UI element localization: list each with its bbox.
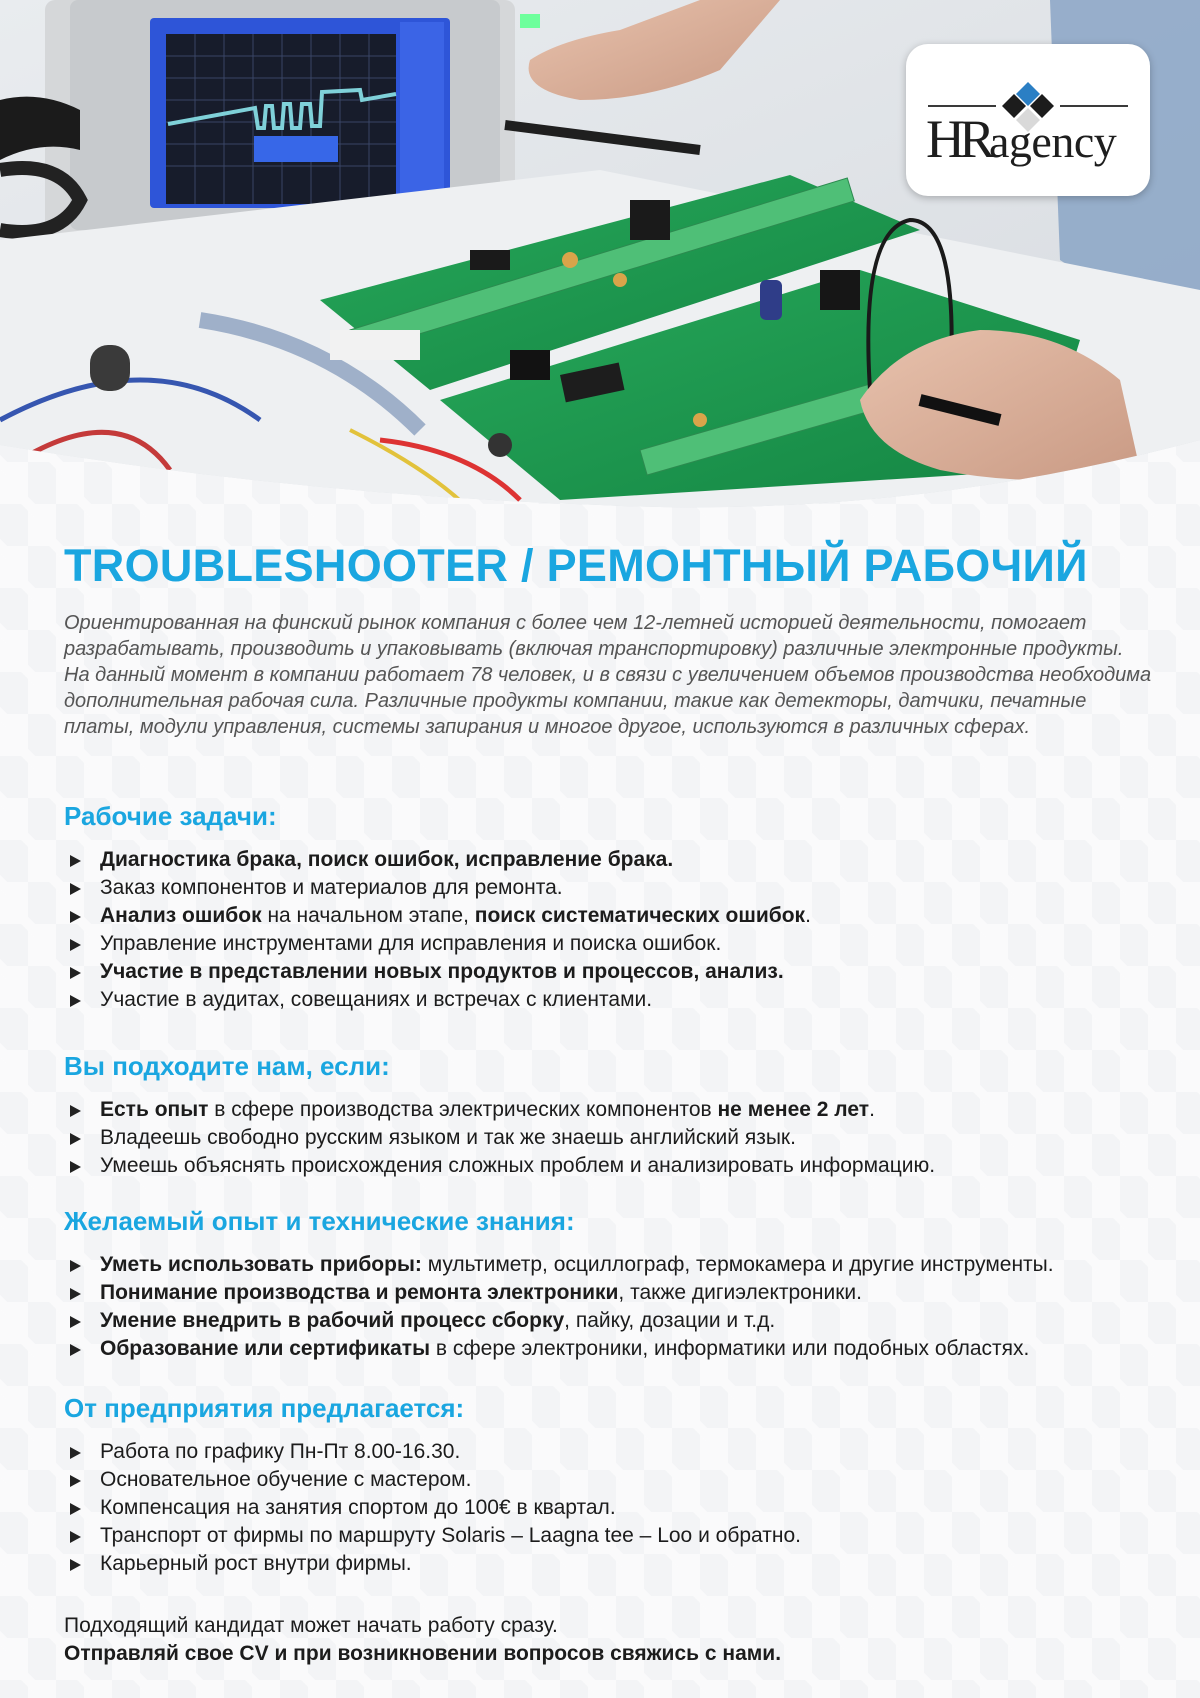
section-requirements	[64, 1050, 935, 1180]
list-item: Управление инструментами для исправления и поиска ошибок.	[64, 930, 811, 958]
list-item: Умение внедрить в рабочий процесс сборку, пайку, дозации и т.д.	[64, 1307, 1054, 1335]
bullet-triangle-icon	[70, 939, 81, 951]
task-list	[64, 846, 811, 1014]
benefits-list	[64, 1438, 801, 1578]
bullet-triangle-icon	[70, 1161, 81, 1173]
logo-wordmark: HRagency	[926, 109, 1117, 169]
list-item: Понимание производства и ремонта электроники, также дигиэлектроники.	[64, 1279, 1054, 1307]
company-intro: Ориентированная на финский рынок компания с более чем 12-летней историей деятельности, помогает разрабатывать, производить и упаковывать (включая транспортировку) различные электронные продукты. На данный момент в компании работает 78 человек, и в связи с увеличением объемов производства необходима дополнительная рабочая сила. Различные продукты компании, такие как детекторы, датчики, печатные платы, модули управления, системы запирания и многое другое, используются в различных сферах.	[64, 612, 1152, 738]
bullet-triangle-icon	[70, 1503, 81, 1515]
hr-agency-logo	[906, 44, 1150, 196]
list-item: Анализ ошибок на начальном этапе, поиск систематических ошибок.	[64, 902, 811, 930]
logo-rule-left	[928, 105, 996, 107]
skills-list	[64, 1251, 1054, 1363]
bullet-triangle-icon	[70, 911, 81, 923]
section-benefits	[64, 1392, 801, 1578]
bullet-triangle-icon	[70, 855, 81, 867]
section-desired-skills	[64, 1205, 1054, 1363]
bullet-triangle-icon	[70, 1133, 81, 1145]
list-item: Умеешь объяснять происхождения сложных проблем и анализировать информацию.	[64, 1152, 935, 1180]
list-item: Участие в аудитах, совещаниях и встречах с клиентами.	[64, 986, 811, 1014]
bullet-triangle-icon	[70, 1260, 81, 1272]
bullet-triangle-icon	[70, 1559, 81, 1571]
list-item: Образование или сертификаты в сфере электроники, информатики или подобных областях.	[64, 1335, 1054, 1363]
list-item: Карьерный рост внутри фирмы.	[64, 1550, 801, 1578]
section-heading: Рабочие задачи:	[64, 801, 277, 831]
list-item: Владеешь свободно русским языком и так же знаешь английский язык.	[64, 1124, 935, 1152]
list-item: Транспорт от фирмы по маршруту Solaris – Laagna tee – Loo и обратно.	[64, 1522, 801, 1550]
list-item: Работа по графику Пн-Пт 8.00-16.30.	[64, 1438, 801, 1466]
send-cv-note: Отправляй свое CV и при возникновении вопросов свяжись с нами.	[64, 1642, 782, 1665]
section-heading: Вы подходите нам, если:	[64, 1051, 390, 1081]
job-title: TROUBLESHOOTER / РЕМОНТНЫЙ РАБОЧИЙ	[64, 540, 1088, 591]
bullet-triangle-icon	[70, 1531, 81, 1543]
bullet-triangle-icon	[70, 1288, 81, 1300]
list-item: Уметь использовать приборы: мультиметр, осциллограф, термокамера и другие инструменты.	[64, 1251, 1054, 1279]
bullet-triangle-icon	[70, 995, 81, 1007]
list-item: Диагностика брака, поиск ошибок, исправление брака.	[64, 846, 811, 874]
hero-photo	[0, 0, 1200, 510]
start-note: Подходящий кандидат может начать работу сразу.	[64, 1614, 558, 1637]
bullet-triangle-icon	[70, 883, 81, 895]
requirements-list	[64, 1096, 935, 1180]
list-item: Есть опыт в сфере производства электрических компонентов не менее 2 лет.	[64, 1096, 935, 1124]
job-posting	[64, 540, 1154, 1665]
section-heading: Желаемый опыт и технические знания:	[64, 1206, 575, 1236]
bullet-triangle-icon	[70, 1316, 81, 1328]
bullet-triangle-icon	[70, 1475, 81, 1487]
call-to-action	[64, 1612, 781, 1668]
list-item: Компенсация на занятия спортом до 100€ в квартал.	[64, 1494, 801, 1522]
section-tasks	[64, 800, 811, 1014]
list-item: Заказ компонентов и материалов для ремонта.	[64, 874, 811, 902]
section-heading: От предприятия предлагается:	[64, 1393, 465, 1423]
list-item: Основательное обучение с мастером.	[64, 1466, 801, 1494]
list-item: Участие в представлении новых продуктов и процессов, анализ.	[64, 958, 811, 986]
bullet-triangle-icon	[70, 967, 81, 979]
logo-rule-right	[1060, 105, 1128, 107]
bullet-triangle-icon	[70, 1344, 81, 1356]
bullet-triangle-icon	[70, 1105, 81, 1117]
bullet-triangle-icon	[70, 1447, 81, 1459]
